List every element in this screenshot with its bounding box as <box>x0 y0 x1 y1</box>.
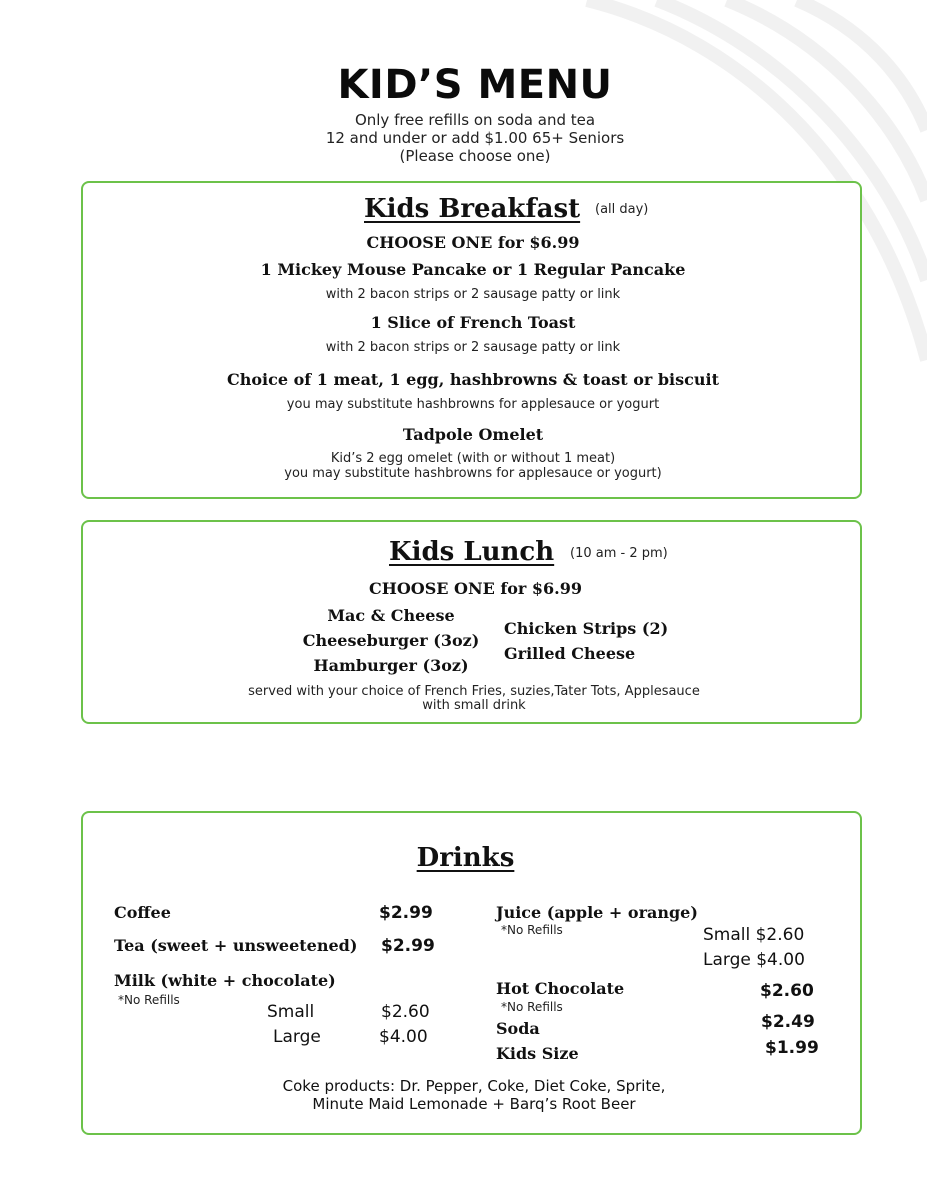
drink-price: $1.99 <box>765 1038 819 1058</box>
lunch-heading: Kids Lunch <box>389 537 555 567</box>
drink-name: Hot Chocolate <box>496 979 625 998</box>
size-price: Small $2.60 <box>703 925 805 945</box>
lunch-item: Chicken Strips (2) <box>504 619 669 638</box>
menu-item-name: Tadpole Omelet <box>402 425 544 444</box>
drink-name: Kids Size <box>496 1044 579 1063</box>
lunch-item: Mac & Cheese <box>327 606 455 625</box>
menu-item-desc: you may substitute hashbrowns for applesauce or yogurt) <box>284 466 662 481</box>
menu-item-name: 1 Mickey Mouse Pancake or 1 Regular Pancake <box>260 260 686 279</box>
drink-price: $2.60 <box>760 981 814 1001</box>
menu-item-desc: Kid’s 2 egg omelet (with or without 1 meat) <box>330 451 616 466</box>
no-refills-note: *No Refills <box>501 1000 563 1014</box>
breakfast-hours: (all day) <box>595 202 649 217</box>
menu-item-desc: with 2 bacon strips or 2 sausage patty or link <box>325 287 621 302</box>
drink-price: $2.99 <box>381 936 435 956</box>
breakfast-choose-price: CHOOSE ONE for $6.99 <box>366 233 580 252</box>
choose-note: (Please choose one) <box>399 147 551 165</box>
lunch-item: Grilled Cheese <box>504 644 636 663</box>
drink-name: Coffee <box>114 903 171 922</box>
no-refills-note: *No Refills <box>118 993 180 1007</box>
size-label: Large <box>273 1027 321 1047</box>
breakfast-heading: Kids Breakfast <box>364 194 581 224</box>
drink-name: Tea (sweet + unsweetened) <box>114 936 358 955</box>
menu-item-name: Choice of 1 meat, 1 egg, hashbrowns & toast or biscuit <box>227 370 719 389</box>
drink-price: $2.49 <box>761 1012 815 1032</box>
drinks-heading: Drinks <box>416 843 515 873</box>
lunch-section <box>81 520 862 724</box>
drink-name: Juice (apple + orange) <box>496 903 698 922</box>
lunch-choose-price: CHOOSE ONE for $6.99 <box>368 579 583 598</box>
age-note: 12 and under or add $1.00 65+ Seniors <box>325 129 625 147</box>
menu-item-desc: with 2 bacon strips or 2 sausage patty or link <box>325 340 621 355</box>
no-refills-note: *No Refills <box>501 923 563 937</box>
menu-item-name: 1 Slice of French Toast <box>370 313 576 332</box>
size-price: $2.60 <box>381 1002 430 1022</box>
size-label: Small <box>267 1002 315 1022</box>
soda-brands-note: Coke products: Dr. Pepper, Coke, Diet Coke, Sprite, <box>282 1077 666 1095</box>
size-price: Large $4.00 <box>703 950 805 970</box>
lunch-hours: (10 am - 2 pm) <box>570 546 668 561</box>
drinks-section <box>81 811 862 1135</box>
menu-item-desc: you may substitute hashbrowns for applesauce or yogurt <box>286 397 660 412</box>
drink-price: $2.99 <box>379 903 433 923</box>
page-title: KID’S MENU <box>337 62 613 108</box>
refill-note: Only free refills on soda and tea <box>354 111 596 129</box>
drink-name: Milk (white + chocolate) <box>114 971 336 990</box>
lunch-item: Cheeseburger (3oz) <box>302 631 480 650</box>
lunch-sides-note: served with your choice of French Fries, suzies,Tater Tots, Applesauce <box>248 684 700 699</box>
size-price: $4.00 <box>379 1027 428 1047</box>
lunch-item: Hamburger (3oz) <box>313 656 469 675</box>
breakfast-section <box>81 181 862 499</box>
drink-name: Soda <box>496 1019 540 1038</box>
lunch-drink-note: with small drink <box>422 698 526 713</box>
soda-brands-note: Minute Maid Lemonade + Barq’s Root Beer <box>312 1095 636 1113</box>
